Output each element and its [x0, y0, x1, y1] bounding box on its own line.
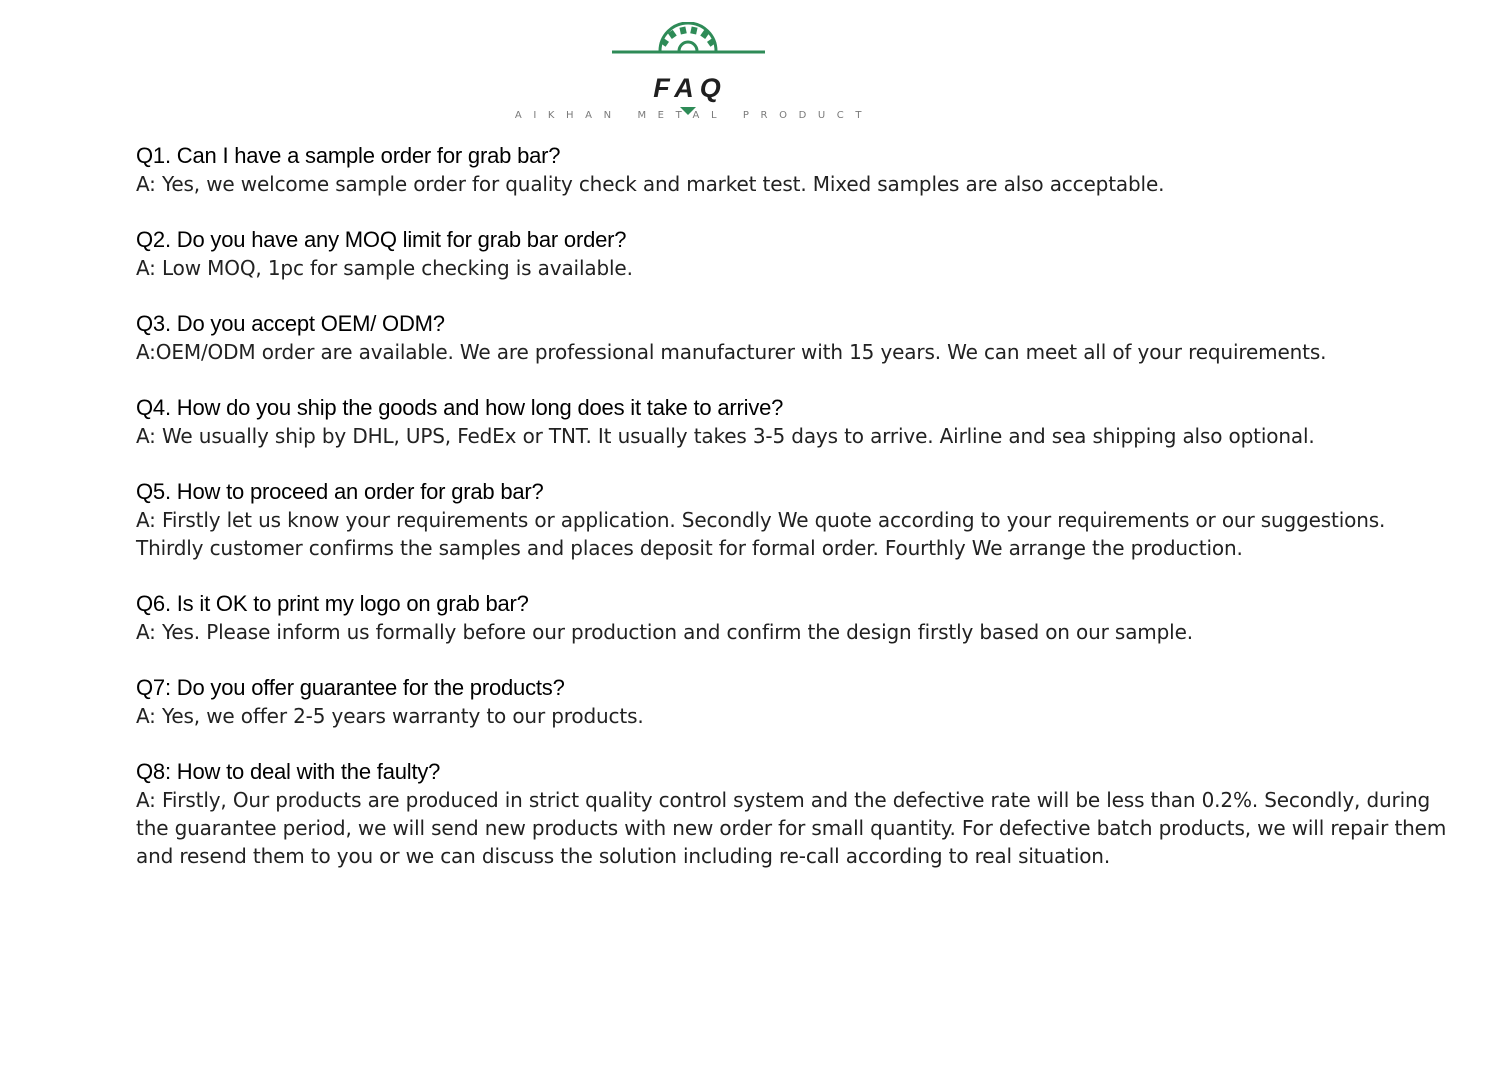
faq-question: Q2. Do you have any MOQ limit for grab bar order?	[136, 227, 627, 252]
faq-answer: A: Firstly let us know your requirements or application. Secondly We quote according to your requirements or our suggestions. Thirdly customer confirms the samples and places deposit for formal order. Fourthly We arrange the production.	[136, 508, 1386, 560]
faq-item-4	[136, 394, 1456, 450]
faq-item-5	[136, 478, 1456, 562]
faq-question: Q1. Can I have a sample order for grab bar?	[136, 143, 561, 168]
faq-question: Q7: Do you offer guarantee for the products?	[136, 675, 565, 700]
faq-item-1	[136, 142, 1456, 198]
faq-item-7	[136, 674, 1456, 730]
faq-item-6	[136, 590, 1456, 646]
logo-subtitle: AIKHAN METAL PRODUCT	[514, 110, 874, 121]
faq-question: Q3. Do you accept OEM/ ODM?	[136, 311, 445, 336]
faq-list	[136, 142, 1456, 898]
logo-title: FAQ	[653, 73, 727, 103]
faq-answer: A: Yes, we welcome sample order for quality check and market test. Mixed samples are also acceptable.	[136, 172, 1165, 196]
faq-item-8	[136, 758, 1456, 870]
faq-logo-header	[505, 22, 875, 122]
faq-item-2	[136, 226, 1456, 282]
faq-item-3	[136, 310, 1456, 366]
faq-answer: A: Yes. Please inform us formally before our production and confirm the design firstly based on our sample.	[136, 620, 1193, 644]
faq-answer: A: Yes, we offer 2-5 years warranty to our products.	[136, 704, 644, 728]
faq-answer: A:OEM/ODM order are available. We are professional manufacturer with 15 years. We can meet all of your requirements.	[136, 340, 1327, 364]
faq-answer: A: Firstly, Our products are produced in strict quality control system and the defective rate will be less than 0.2%. Secondly, during the guarantee period, we will send new products with new order for small quantity. For defective batch products, we will repair them and resend them to you or we can discuss the solution including re-call according to real situation.	[136, 788, 1447, 868]
faq-question: Q4. How do you ship the goods and how long does it take to arrive?	[136, 395, 784, 420]
faq-question: Q5. How to proceed an order for grab bar?	[136, 479, 544, 504]
faq-answer: A: We usually ship by DHL, UPS, FedEx or TNT. It usually takes 3-5 days to arrive. Airline and sea shipping also optional.	[136, 424, 1315, 448]
gear-icon	[505, 22, 875, 122]
faq-question: Q8: How to deal with the faulty?	[136, 759, 441, 784]
faq-question: Q6. Is it OK to print my logo on grab bar?	[136, 591, 529, 616]
faq-answer: A: Low MOQ, 1pc for sample checking is available.	[136, 256, 633, 280]
